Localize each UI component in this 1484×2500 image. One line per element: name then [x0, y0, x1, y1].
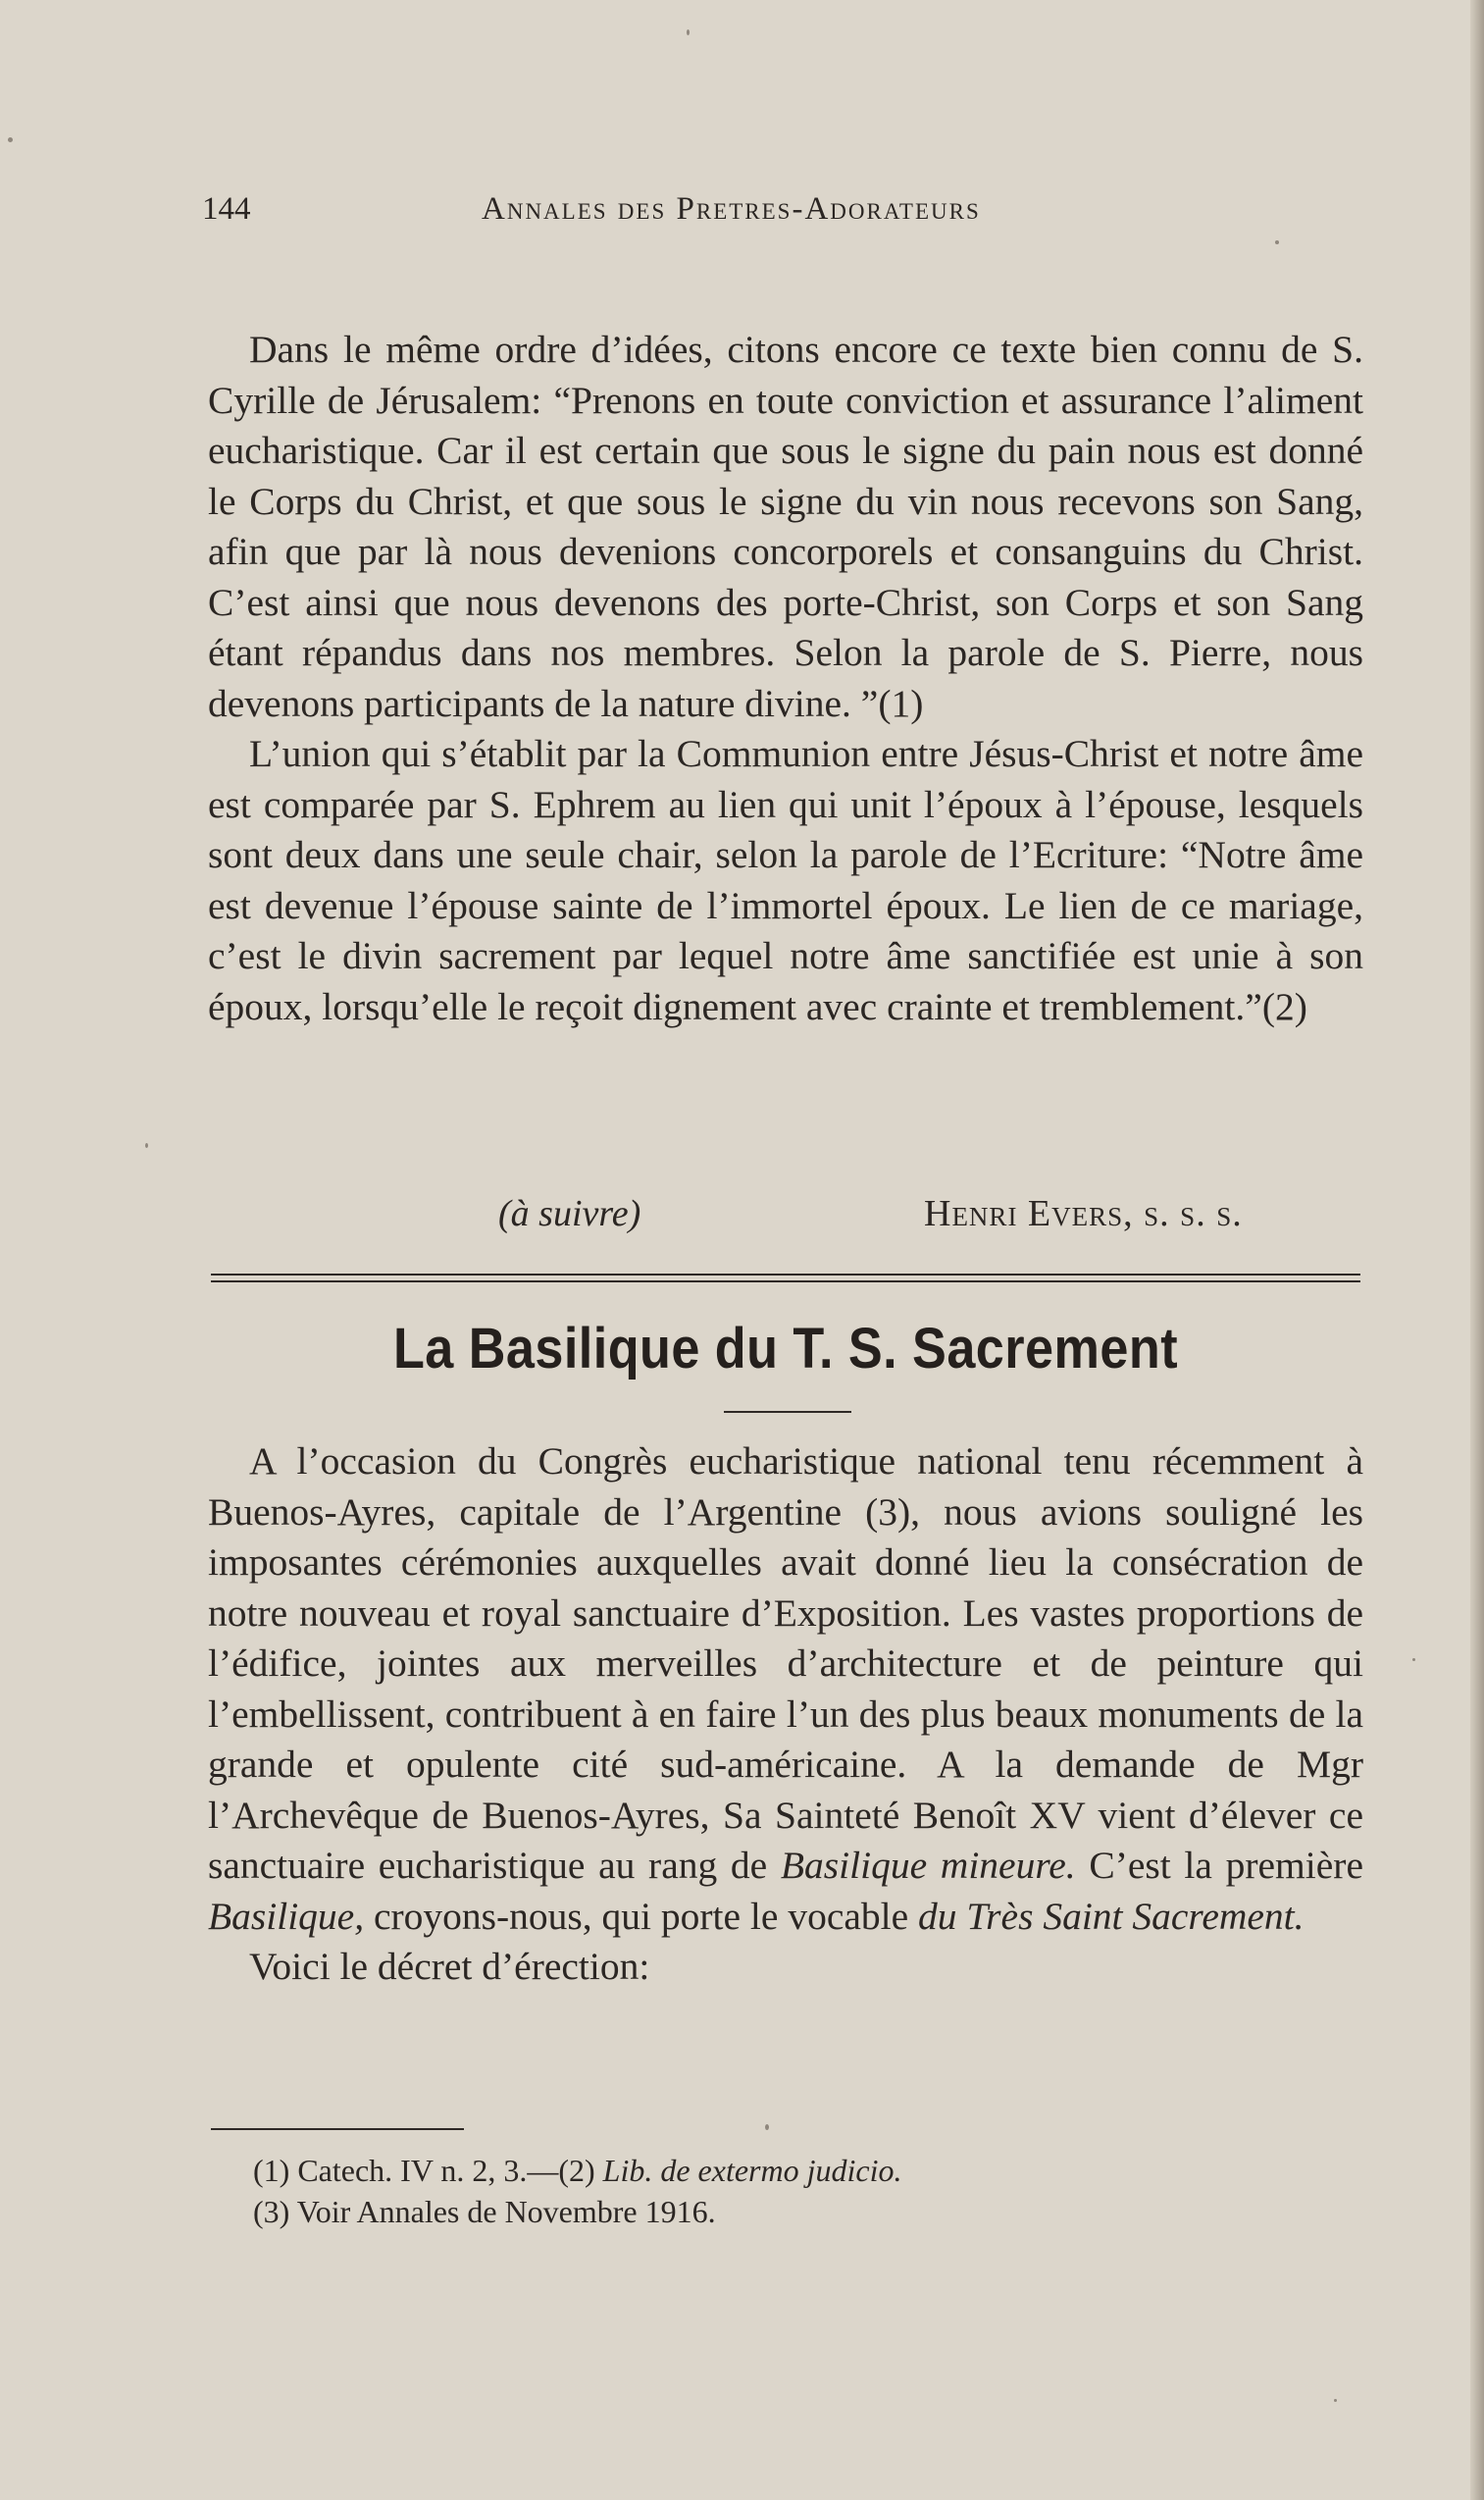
author-signature: Henri Evers, s. s. s. [924, 1193, 1243, 1234]
paragraph [208, 1436, 1363, 1942]
footnote-text: (1) Catech. IV n. 2, 3.—(2) [253, 2153, 603, 2188]
paragraph-text: A l’occasion du Congrès eucharistique national tenu récemment à Buenos-Ayres, capitale de l’Argentine (3), nous avions souligné les imposantes cérémonies auxquelles avait donné lieu la consécration de notre nouveau et royal sanctuaire d’Exposition. Les vastes proportions de l’édifice, jointes aux merveilles d’architecture et de peinture qui l’embellissent, contribuent à en faire l’un des plus beaux monuments de la grande et opulente cité sud-américaine. A la demande de Mgr l’Archevêque de Buenos-Ayres, Sa Sainteté Benoît XV vient d’élever ce sanctuaire eucharistique au rang de [208, 1439, 1363, 1887]
paper-speck [145, 1143, 148, 1148]
page-header [202, 184, 1085, 234]
section-title: La Basilique du T. S. Sacrement [392, 1317, 1179, 1380]
footnote-italic: Lib. de extermo judicio. [602, 2153, 902, 2188]
page-number: 144 [202, 191, 251, 227]
page-edge [1470, 0, 1484, 2500]
paper-speck [1412, 1658, 1415, 1661]
paper-speck [765, 2124, 769, 2130]
paper-speck [1275, 240, 1279, 244]
continuation-note: (à suivre) [498, 1193, 641, 1234]
paragraph-text: croyons-nous, qui porte le vocable [364, 1894, 919, 1938]
paragraph: Dans le même ordre d’idées, citons encore ce texte bien connu de S. Cyrille de Jérusalem: “Prenons en toute conviction et assurance l’aliment eucharistique. Car il est certain que sous le signe du pain nous est donné le Corps du Christ, et que sous le signe du vin nous recevons son Sang, afin que par là nous devenions concorporels et consanguins du Christ. C’est ainsi que nous devenons des porte-Christ, son Corps et son Sang étant répandus dans nos membres. Selon la parole de S. Pierre, nous devenons participants de la nature divine. ”(1) [208, 328, 1363, 725]
paper-speck [8, 137, 13, 142]
paper-speck [687, 29, 690, 35]
paragraph: Voici le décret d’érection: [249, 1945, 650, 1988]
paper-speck [1334, 2399, 1337, 2402]
article-signoff [208, 1188, 1363, 1239]
running-title: Annales des Pretres-Adorateurs [482, 191, 981, 227]
italic-term: Basilique, [208, 1894, 365, 1938]
article-basilique [208, 1436, 1363, 1993]
footnotes [253, 2150, 1332, 2232]
paragraph: L’union qui s’établit par la Communion entre Jésus-Christ et notre âme est comparée par S. Ephrem au lien qui unit l’époux à l’épouse, lesquels sont deux dans une seule chair, selon la parole de l’Ecriture: “Notre âme est devenue l’épouse sainte de l’immortel époux. Le lien de ce mariage, c’est le divin sacrement par lequel notre âme sanctifiée est unie à son époux, lorsqu’elle le reçoit dignement avec crainte et tremblement.”(2) [208, 732, 1363, 1028]
title-underline [724, 1411, 851, 1413]
footnote: (3) Voir Annales de Novembre 1916. [253, 2194, 716, 2229]
italic-term: du Très Saint Sacrement. [918, 1894, 1305, 1938]
paragraph-text: C’est la première [1075, 1844, 1363, 1887]
article-evers [208, 325, 1363, 1032]
section-divider [211, 1274, 1360, 1282]
footnote-rule [211, 2128, 464, 2130]
italic-term: Basilique mineure. [780, 1844, 1076, 1887]
footnote [253, 2150, 1332, 2191]
